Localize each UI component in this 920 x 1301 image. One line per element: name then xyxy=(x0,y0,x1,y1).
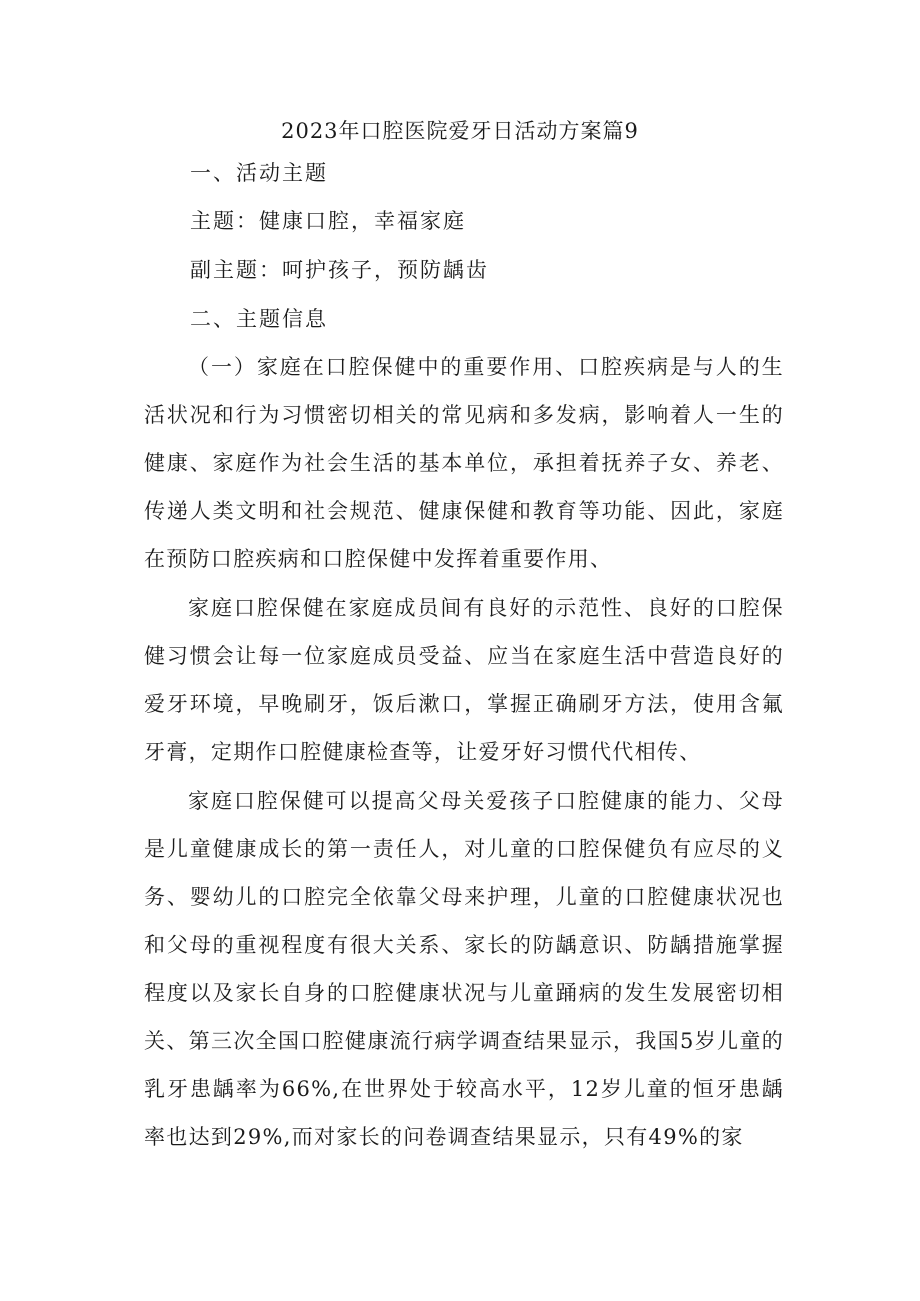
paragraph-family-example: 家庭口腔保健在家庭成员间有良好的示范性、良好的口腔保健习惯会让每一位家庭成员受益、应当在家庭生活中营造良好的爱牙环境，早晚刷牙，饭后漱口，掌握正确刷牙方法，使用含氟牙膏，定期作口腔健康检查等，让爱牙好习惯代代相传、 xyxy=(144,596,784,764)
theme-line: 主题：健康口腔，幸福家庭 xyxy=(190,209,466,233)
subtheme-line: 副主题：呵护孩子，预防龋齿 xyxy=(190,258,489,282)
paragraph-parents-ability: 家庭口腔保健可以提高父母关爱孩子口腔健康的能力、父母是儿童健康成长的第一责任人，对儿童的口腔保健负有应尽的义务、婴幼儿的口腔完全依靠父母来护理，儿童的口腔健康状况也和父母的重视程度有很大关系、家长的防龋意识、防龋措施掌握程度以及家长自身的口腔健康状况与儿童踊病的发生发展密切相关、第三次全国口腔健康流行病学调查结果显示，我国5岁儿童的乳牙患龋率为66%,在世界处于较高水平，12岁儿童的恒牙患龋率也达到29%,而对家长的问卷调查结果显示，只有49%的家 xyxy=(144,789,784,1149)
document-title: 2023年口腔医院爱牙日活动方案篇9 xyxy=(281,119,639,143)
paragraph-family-role: （一）家庭在口腔保健中的重要作用、口腔疾病是与人的生活状况和行为习惯密切相关的常见病和多发病，影响着人一生的健康、家庭作为社会生活的基本单位，承担着抚养子女、养老、传递人类文明和社会规范、健康保健和教育等功能、因此，家庭在预防口腔疾病和口腔保健中发挥着重要作用、 xyxy=(144,355,784,571)
section-heading-theme-info: 二、主题信息 xyxy=(190,307,328,331)
section-heading-activity-theme: 一、活动主题 xyxy=(190,161,328,185)
